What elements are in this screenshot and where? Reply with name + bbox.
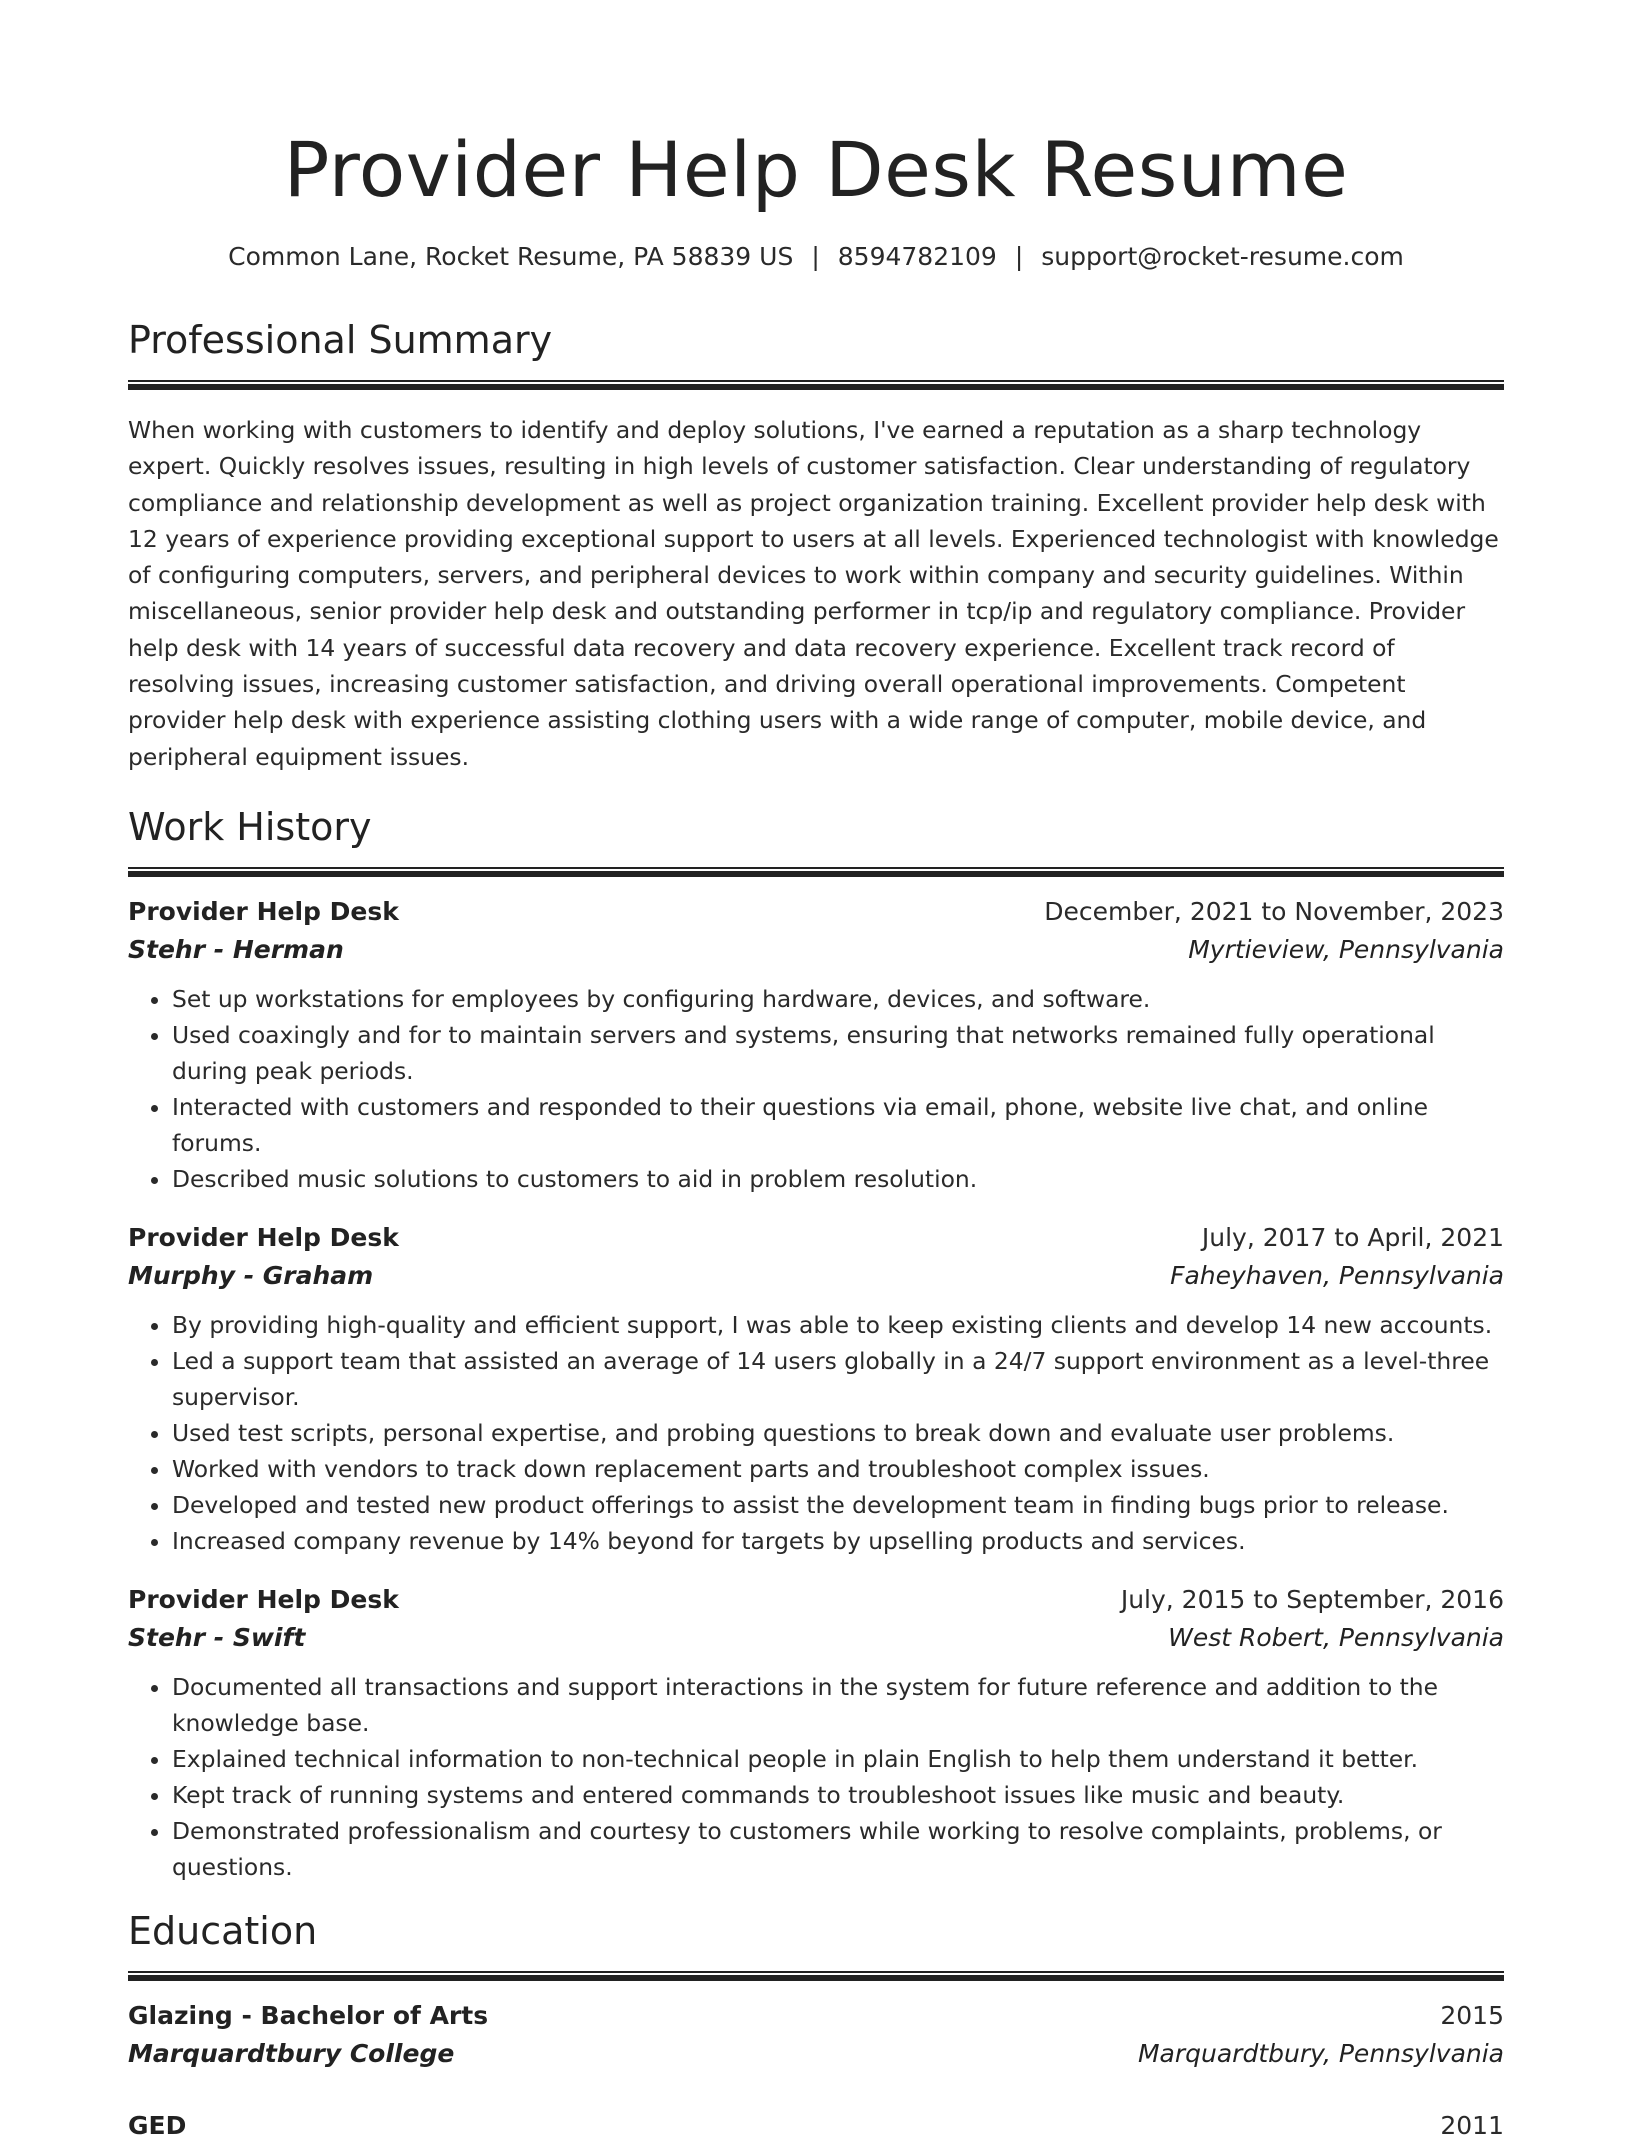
job-bullet-list: [128, 1307, 1504, 1559]
job-dates: July, 2015 to September, 2016: [1120, 1584, 1504, 1614]
education-header: [128, 2107, 1504, 2145]
job-entry: [128, 1581, 1504, 1885]
job-bullet: • Explained technical information to non-technical people in plain English to help them understand it better.: [172, 1741, 1504, 1777]
section-divider: [128, 1971, 1504, 1981]
job-title: Provider Help Desk: [128, 1584, 399, 1614]
education-degree: GED: [128, 2110, 187, 2140]
education-location: Marquardtbury, Pennsylvania: [1137, 2038, 1504, 2068]
summary-text: When working with customers to identify and deploy solutions, I've earned a reputation as a sharp technology expert. Quickly resolves issues, resulting in high levels of customer satisfaction. Clear understanding of regulatory compliance and relationship development as well as project organization training. Excellent provider help desk with 12 years of experience providing exceptional support to users at all levels. Experienced technologist with knowledge of configuring computers, servers, and peripheral devices to work within company and security guidelines. Within miscellaneous, senior provider help desk and outstanding performer in tcp/ip and regulatory compliance. Provider help desk with 14 years of successful data recovery and data recovery experience. Excellent track record of resolving issues, increasing customer satisfaction, and driving overall operational improvements. Competent provider help desk with experience assisting clothing users with a wide range of computer, mobile device, and peripheral equipment issues.: [128, 416, 1499, 771]
job-entry: [128, 893, 1504, 1197]
job-company: Stehr - Swift: [128, 1622, 306, 1652]
job-bullet: • Kept track of running systems and entered commands to troubleshoot issues like music and beauty.: [172, 1777, 1504, 1813]
education-year: 2011: [1440, 2110, 1504, 2140]
contact-separator: |: [1014, 242, 1024, 271]
contact-phone: 8594782109: [837, 242, 997, 271]
job-header: [128, 893, 1504, 931]
job-header: [128, 1581, 1504, 1619]
contact-email: support@rocket-resume.com: [1041, 242, 1404, 271]
education-entry: [128, 2107, 1504, 2145]
job-bullet: • Used test scripts, personal expertise, and probing questions to break down and evaluate user problems.: [172, 1415, 1504, 1451]
job-subheader: [128, 1619, 1504, 1657]
resume-page: [128, 0, 1504, 2145]
section-title-summary: Professional Summary: [128, 318, 553, 362]
education-entry: [128, 1997, 1504, 2073]
education-header: [128, 1997, 1504, 2035]
job-subheader: [128, 931, 1504, 969]
job-bullet: • Documented all transactions and support interactions in the system for future reference and addition to the knowledge base.: [172, 1669, 1504, 1741]
job-bullet: • Set up workstations for employees by configuring hardware, devices, and software.: [172, 981, 1504, 1017]
section-divider: [128, 380, 1504, 390]
education-section: [128, 1905, 1504, 2145]
job-bullet-list: [128, 1669, 1504, 1885]
job-bullet: • Led a support team that assisted an average of 14 users globally in a 24/7 support environment as a level-three supervisor.: [172, 1343, 1504, 1415]
job-bullet: • Developed and tested new product offerings to assist the development team in finding bugs prior to release.: [172, 1487, 1504, 1523]
contact-separator: |: [811, 242, 820, 271]
job-bullet: • Increased company revenue by 14% beyond for targets by upselling products and services.: [172, 1523, 1504, 1559]
job-dates: July, 2017 to April, 2021: [1201, 1222, 1504, 1252]
job-location: West Robert, Pennsylvania: [1168, 1622, 1504, 1652]
job-bullet: • Worked with vendors to track down replacement parts and troubleshoot complex issues.: [172, 1451, 1504, 1487]
job-bullet: • Described music solutions to customers to aid in problem resolution.: [172, 1161, 1504, 1197]
job-bullet: • Interacted with customers and responded to their questions via email, phone, website live chat, and online forums.: [172, 1089, 1504, 1161]
education-year: 2015: [1440, 2000, 1504, 2030]
job-subheader: [128, 1257, 1504, 1295]
section-title-education: Education: [128, 1908, 318, 1953]
job-title: Provider Help Desk: [128, 896, 399, 926]
job-bullet: • Used coaxingly and for to maintain servers and systems, ensuring that networks remained fully operational during peak periods.: [172, 1017, 1504, 1089]
education-subheader: [128, 2035, 1504, 2073]
job-bullet: • Demonstrated professionalism and courtesy to customers while working to resolve complaints, problems, or questions.: [172, 1813, 1504, 1885]
education-degree: Glazing - Bachelor of Arts: [128, 2000, 489, 2030]
contact-line: [128, 240, 1504, 274]
contact-address: Common Lane, Rocket Resume, PA 58839 US: [228, 242, 794, 271]
work-history-section: [128, 801, 1504, 1885]
summary-section: [128, 314, 1504, 775]
job-bullet: • By providing high-quality and efficient support, I was able to keep existing clients and develop 14 new accounts.: [172, 1307, 1504, 1343]
job-location: Myrtieview, Pennsylvania: [1188, 934, 1504, 964]
job-bullet-list: [128, 981, 1504, 1197]
section-title-work-history: Work History: [128, 804, 372, 849]
job-title: Provider Help Desk: [128, 1222, 399, 1252]
resume-title: Provider Help Desk Resume: [283, 125, 1349, 214]
job-dates: December, 2021 to November, 2023: [1044, 896, 1504, 926]
job-company: Stehr - Herman: [128, 934, 344, 964]
section-divider: [128, 867, 1504, 877]
job-company: Murphy - Graham: [128, 1260, 374, 1290]
job-header: [128, 1219, 1504, 1257]
education-school: Marquardtbury College: [128, 2038, 455, 2068]
job-location: Faheyhaven, Pennsylvania: [1170, 1260, 1504, 1290]
job-entry: [128, 1219, 1504, 1559]
